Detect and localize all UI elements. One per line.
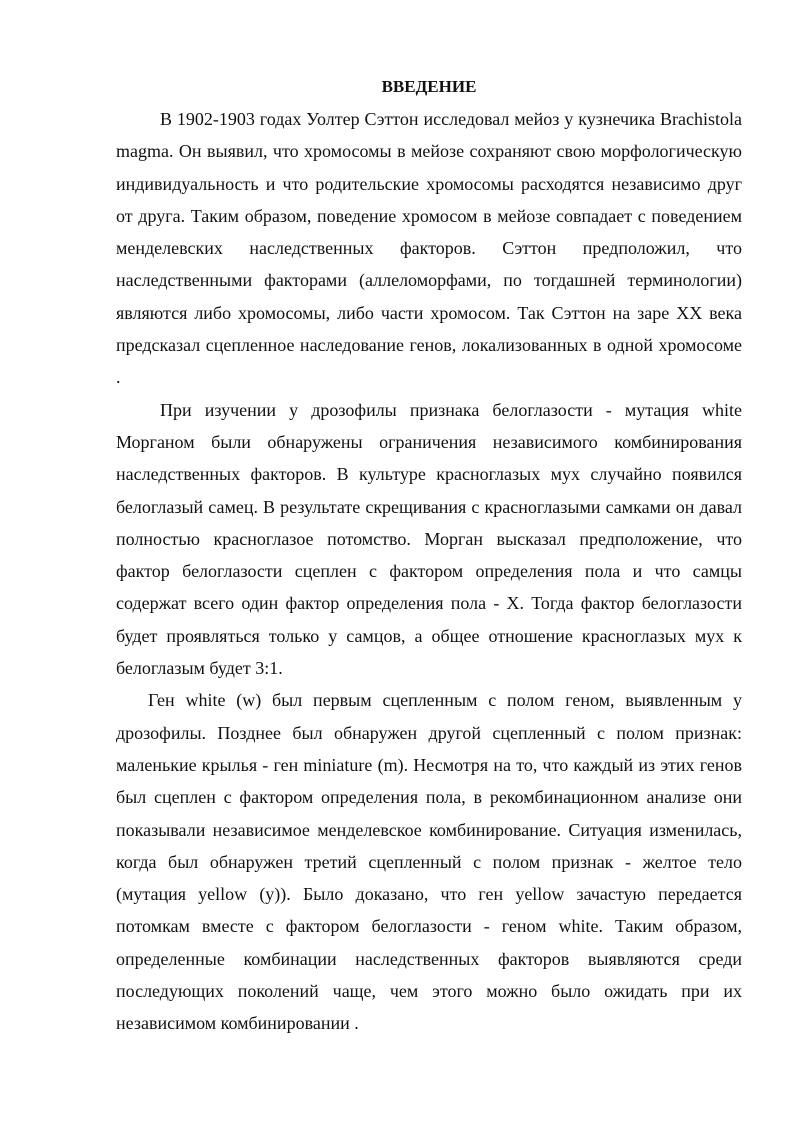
- document-page: [116, 71, 742, 1040]
- paragraph-linked-genes: Ген white (w) был первым сцепленным с полом геном, выявленным у дрозофилы. Позднее был обнаружен другой сцепленный с полом признак: маленькие крылья - ген miniature (m). Несмотря на то, что каждый из этих генов был сцеплен с фактором определения пола, в рекомбинационном анализе они показывали независимое менделевское комбинирование. Ситуация изменилась, когда был обнаружен третий сцепленный с полом признак - желтое тело (мутация yellow (y)). Было доказано, что ген yellow зачастую передается потомкам вместе с фактором белоглазости - геном white. Таким образом, определенные комбинации наследственных факторов выявляются среди последующих поколений чаще, чем этого можно было ожидать при их независимом комбинировании .: [116, 690, 742, 1034]
- paragraph-morgan-white: При изучении у дрозофилы признака белоглазости - мутация white Морганом были обнаружены ограничения независимого комбинирования наследственных факторов. В культуре красноглазых мух случайно появился белоглазый самец. В результате скрещивания с красноглазыми самками он давал полностью красноглазое потомство. Морган высказал предположение, что фактор белоглазости сцеплен с фактором определения пола и что самцы содержат всего один фактор определения пола - X. Тогда фактор белоглазости будет проявляться только у самцов, а общее отношение красноглазых мух к белоглазым будет 3:1.: [116, 399, 742, 679]
- section-title: ВВЕДЕНИЕ: [381, 77, 477, 96]
- paragraph-sutton: В 1902-1903 годах Уолтер Сэттон исследовал мейоз у кузнечика Brachistola magma. Он выявил, что хромосомы в мейозе сохраняют свою морфологическую индивидуальность и что родительские хромосомы расходятся независимо друг от друга. Таким образом, поведение хромосом в мейозе совпадает с поведением менделевских наследственных факторов. Сэттон предположил, что наследственными факторами (аллеломорфами, по тогдашней терминологии) являются либо хромосомы, либо части хромосом. Так Сэттон на заре XX века предсказал сцепленное наследование генов, локализованных в одной хромосоме .: [116, 109, 742, 388]
